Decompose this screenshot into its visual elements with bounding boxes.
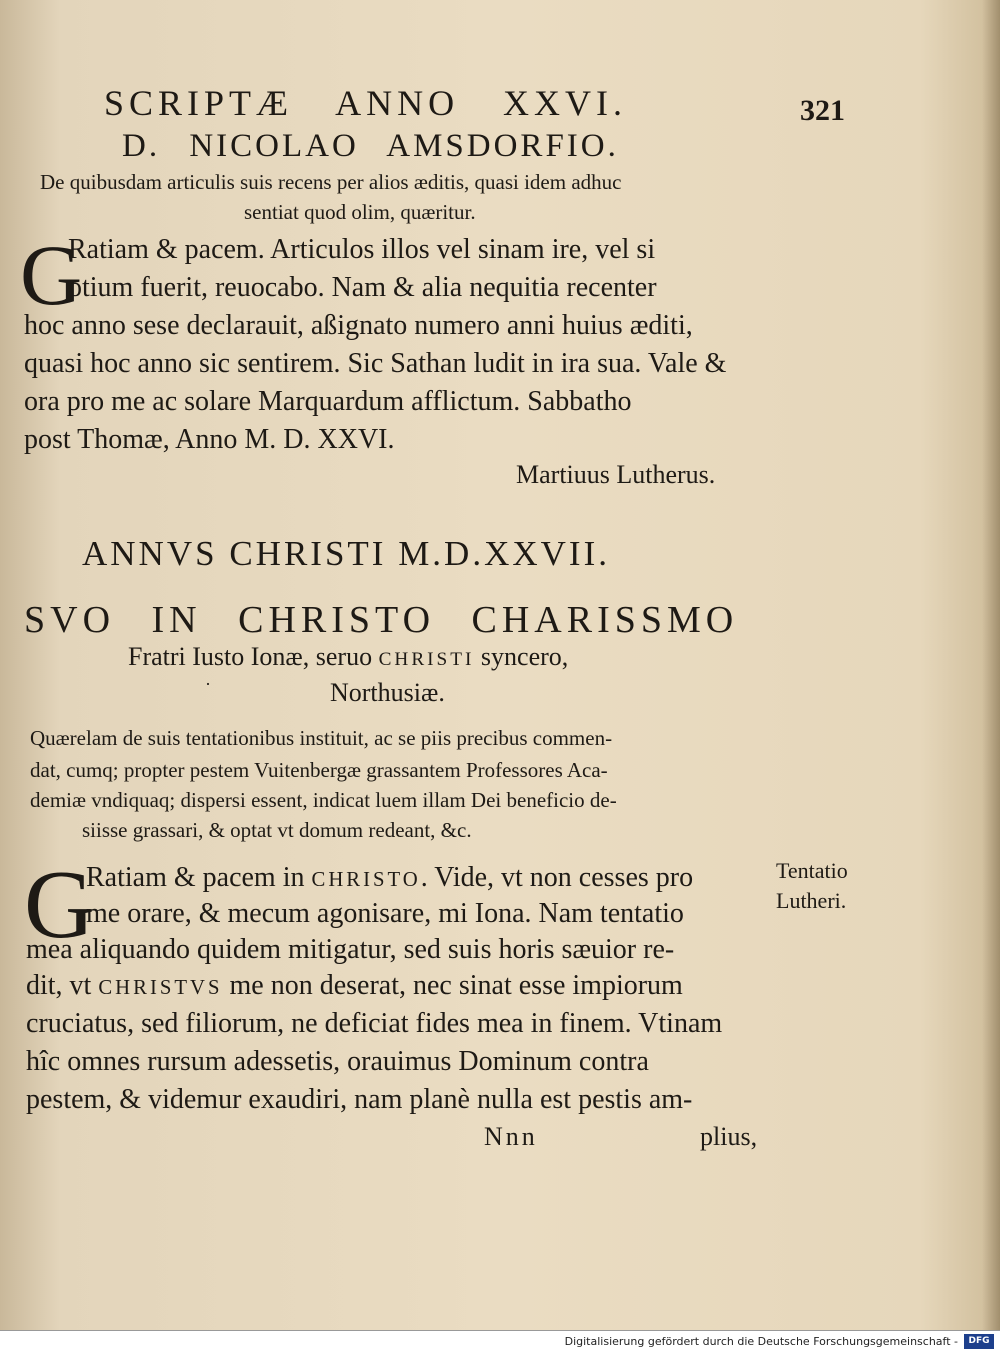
letter1-recipient: D. NICOLAO AMSDORFIO. — [122, 128, 619, 164]
footer-bar — [0, 1330, 1000, 1353]
dfg-logo[interactable]: DFG — [964, 1334, 994, 1349]
year-heading: ANNVS CHRISTI M.D.XXVII. — [82, 534, 610, 573]
letter2-summary-line: demiæ vndiquaq; dispersi essent, indicat luem illam Dei beneficio de- — [30, 788, 617, 812]
letter1-drop-cap: G — [20, 227, 83, 323]
letter2-body-line: dit, vt CHRISTVS me non deserat, nec sinat esse impiorum — [26, 970, 683, 1001]
footer-credit: Digitalisierung gefördert durch die Deutsche Forschungsgemeinschaft - — [564, 1335, 958, 1348]
recipient-text: syncero, — [474, 642, 569, 671]
letter2-summary-line: siisse grassari, & optat vt domum redeant, &c. — [82, 818, 472, 842]
letter2-body-line: me orare, & mecum agonisare, mi Iona. Nam tentatio — [86, 898, 684, 929]
letter1-body-line: ora pro me ac solare Marquardum afflictum. Sabbatho — [24, 386, 632, 417]
letter2-address-line: SVO IN CHRISTO CHARISSMO — [24, 599, 739, 641]
letter2-place: Northusiæ. — [330, 678, 445, 707]
letter2-summary-line: Quærelam de suis tentationibus instituit, ac se piis precibus commen- — [30, 726, 613, 750]
letter1-body-line: Ratiam & pacem. Articulos illos vel sinam ire, vel si — [68, 234, 656, 265]
letter1-signature: Martiuus Lutherus. — [516, 460, 716, 489]
letter1-summary-line: sentiat quod olim, quæritur. — [244, 200, 476, 224]
page-number: 321 — [800, 94, 845, 127]
letter2-body-line: pestem, & videmur exaudiri, nam planè nulla est pestis am- — [26, 1084, 693, 1115]
marginal-note: Tentatio — [776, 858, 848, 883]
running-head: SCRIPTÆ ANNO XXVI. — [104, 83, 628, 123]
letter2-drop-cap: G — [24, 851, 95, 959]
letter1-body-line: hoc anno sese declarauit, aßignato numero anni huius æditi, — [24, 310, 693, 341]
smallcaps-christo: CHRISTO — [311, 869, 421, 891]
letter1-body-line: otium fuerit, reuocabo. Nam & alia nequitia recenter — [68, 272, 657, 303]
letter1-body-line: post Thomæ, Anno M. D. XXVI. — [24, 424, 395, 455]
letter2-recipient — [128, 642, 568, 672]
marginal-note: Lutheri. — [776, 888, 847, 913]
smallcaps-christus: CHRISTVS — [98, 977, 223, 999]
letter2-body-line: hîc omnes rursum adessetis, orauimus Dominum contra — [26, 1046, 649, 1077]
letter2-body-line: cruciatus, sed filiorum, ne deficiat fides mea in finem. Vtinam — [26, 1008, 723, 1039]
letter2-body-line: Ratiam & pacem in CHRISTO. Vide, vt non cesses pro — [86, 862, 694, 893]
letter2-body-line: mea aliquando quidem mitigatur, sed suis horis sæuior re- — [26, 934, 675, 965]
recipient-smallcaps: CHRISTI — [378, 649, 475, 670]
recipient-text: Fratri Iusto Ionæ, seruo — [128, 642, 379, 671]
letter1-summary-line: De quibusdam articulis suis recens per alios æditis, quasi idem adhuc — [40, 170, 622, 194]
letter2-summary-line: dat, cumq; propter pestem Vuitenbergæ grassantem Professores Aca- — [30, 758, 608, 782]
signature-mark: Nnn — [484, 1122, 538, 1151]
letter1-body-line: quasi hoc anno sic sentirem. Sic Sathan ludit in ira sua. Vale & — [24, 348, 727, 379]
catchword: plius, — [700, 1122, 758, 1151]
printer-mark: · — [205, 674, 211, 694]
